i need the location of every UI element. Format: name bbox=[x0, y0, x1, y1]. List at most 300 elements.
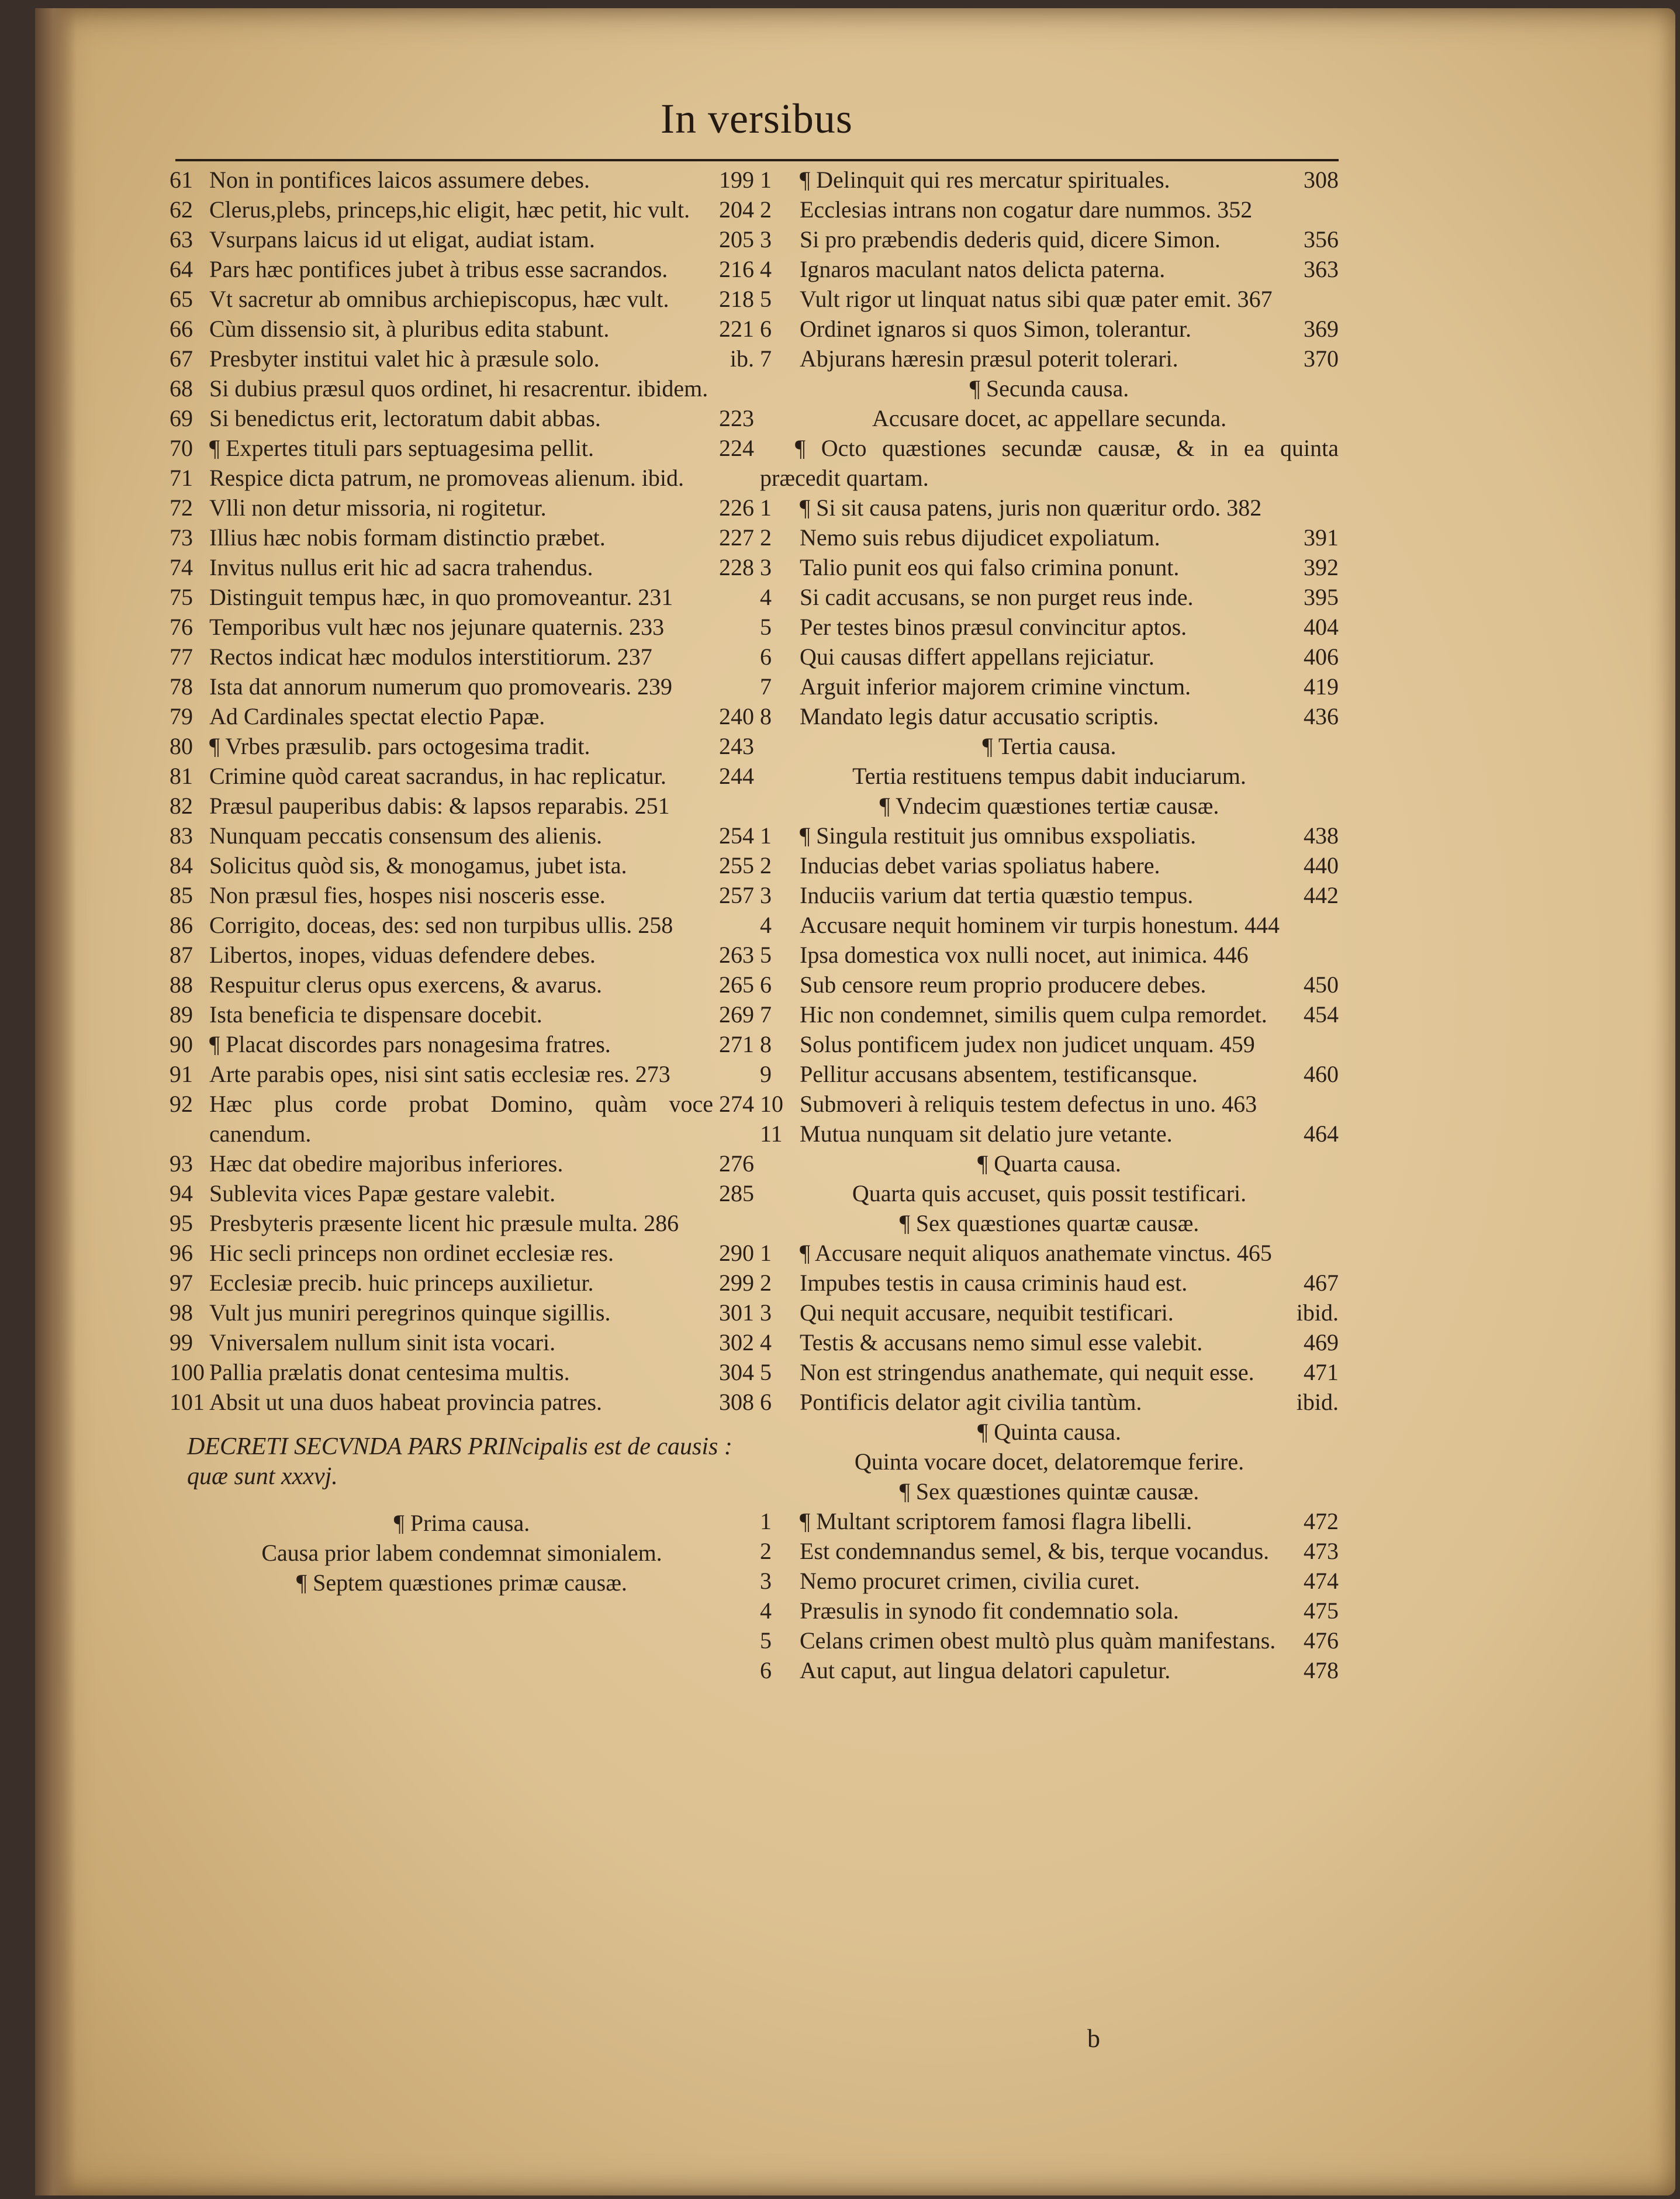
entry-verse: Vlli non detur missoria, ni rogitetur. bbox=[209, 495, 547, 521]
entry-page-ref: 471 bbox=[1304, 1359, 1339, 1385]
entry-verse: Corrigito, doceas, des: sed non turpibus ullis. 258 bbox=[209, 912, 673, 938]
entry-page-ref: 436 bbox=[1304, 703, 1339, 729]
entry-number: 3 bbox=[760, 226, 772, 253]
entry-page-ref: 204 bbox=[719, 196, 754, 223]
entry-text bbox=[760, 940, 1339, 970]
entry-page-ref: 301 bbox=[719, 1299, 754, 1326]
verse-entry bbox=[760, 1387, 1339, 1417]
tertia-title: ¶ Tertia causa. bbox=[982, 733, 1116, 759]
verse-entry bbox=[170, 821, 754, 850]
entry-text bbox=[760, 1238, 1339, 1268]
entry-verse: Vult rigor ut linquat natus sibi quæ pater emit. 367 bbox=[800, 286, 1273, 312]
entry-number: 5 bbox=[760, 614, 772, 640]
entry-text bbox=[760, 1596, 1339, 1626]
entry-verse: Vsurpans laicus id ut eligat, audiat istam. bbox=[209, 226, 595, 253]
verse-entry bbox=[170, 910, 754, 940]
entry-number: 7 bbox=[760, 1001, 772, 1028]
left-column bbox=[170, 165, 754, 1598]
entry-number: 69 bbox=[170, 405, 193, 431]
entry-text bbox=[170, 552, 754, 582]
entry-number: 6 bbox=[760, 1389, 772, 1415]
entry-verse: Ipsa domestica vox nulli nocet, aut inimica. 446 bbox=[800, 942, 1249, 968]
verse-entry bbox=[170, 195, 754, 224]
entry-text bbox=[760, 314, 1339, 344]
entry-text bbox=[760, 642, 1339, 672]
entry-verse: Qui causas differt appellans rejiciatur. bbox=[800, 644, 1154, 670]
entry-number: 6 bbox=[760, 316, 772, 342]
entry-text bbox=[760, 1119, 1339, 1149]
verse-entry bbox=[760, 1089, 1339, 1119]
entry-page-ref: 308 bbox=[719, 1389, 754, 1415]
entry-verse: Nunquam peccatis consensum des alienis. bbox=[209, 822, 603, 849]
entry-number: 4 bbox=[760, 912, 772, 938]
entry-verse: Præsulis in synodo fit condemnatio sola. bbox=[800, 1598, 1179, 1624]
entry-verse: Mutua nunquam sit delatio jure vetante. bbox=[800, 1121, 1173, 1147]
entry-text bbox=[760, 552, 1339, 582]
entry-text bbox=[170, 642, 754, 672]
verse-entry bbox=[170, 1298, 754, 1327]
entry-verse: Pellitur accusans absentem, testificansque. bbox=[800, 1061, 1198, 1087]
verse-entry bbox=[760, 552, 1339, 582]
entry-verse: Solicitus quòd sis, & monogamus, jubet ista. bbox=[209, 852, 627, 879]
entry-page-ref: 356 bbox=[1304, 226, 1339, 253]
verse-entry bbox=[760, 1298, 1339, 1327]
entry-page-ref: 244 bbox=[719, 763, 754, 789]
entry-verse: Rectos indicat hæc modulos interstitiorum. 237 bbox=[209, 644, 652, 670]
verse-entry bbox=[760, 672, 1339, 701]
entry-text bbox=[170, 672, 754, 701]
entry-page-ref: 440 bbox=[1304, 852, 1339, 879]
entry-verse: Illius hæc nobis formam distinctio præbet. bbox=[209, 524, 606, 551]
verse-entry bbox=[760, 701, 1339, 731]
entry-verse: Libertos, inopes, viduas defendere debes. bbox=[209, 942, 596, 968]
entry-verse: Impubes testis in causa criminis haud est. bbox=[800, 1270, 1188, 1296]
tertia-verse: Tertia restituens tempus dabit induciarum. bbox=[852, 763, 1246, 789]
entry-text bbox=[760, 701, 1339, 731]
verse-entry bbox=[760, 821, 1339, 850]
entry-verse: Sub censore reum proprio producere debes. bbox=[800, 971, 1207, 998]
tertia-verse-list bbox=[760, 821, 1339, 1149]
entry-text bbox=[760, 1536, 1339, 1566]
verse-entry bbox=[760, 284, 1339, 314]
entry-verse: Accusare nequit hominem vir turpis honestum. 444 bbox=[800, 912, 1280, 938]
entry-text bbox=[760, 1089, 1339, 1119]
verse-entry bbox=[170, 880, 754, 910]
entry-number: 75 bbox=[170, 584, 193, 610]
entry-number: 2 bbox=[760, 852, 772, 879]
verse-entry bbox=[170, 165, 754, 195]
entry-page-ref: ibid. bbox=[1296, 1389, 1339, 1415]
entry-verse: Pars hæc pontifices jubet à tribus esse sacrandos. bbox=[209, 256, 668, 282]
entry-page-ref: 302 bbox=[719, 1329, 754, 1356]
verse-entry bbox=[170, 284, 754, 314]
entry-page-ref: 304 bbox=[719, 1359, 754, 1385]
entry-number: 99 bbox=[170, 1329, 193, 1356]
entry-verse: Respice dicta patrum, ne promoveas alienum. ibid. bbox=[209, 465, 684, 491]
verse-entry bbox=[760, 254, 1339, 284]
entry-text bbox=[760, 1059, 1339, 1089]
entry-number: 1 bbox=[760, 1240, 772, 1266]
entry-page-ref: 454 bbox=[1304, 1001, 1339, 1028]
entry-page-ref: 473 bbox=[1304, 1538, 1339, 1564]
entry-text bbox=[760, 344, 1339, 374]
entry-verse: Præsul pauperibus dabis: & lapsos reparabis. 251 bbox=[209, 793, 670, 819]
entry-text bbox=[170, 284, 754, 314]
entry-page-ref: 370 bbox=[1304, 345, 1339, 372]
verse-entry bbox=[760, 195, 1339, 224]
entry-text bbox=[170, 1149, 754, 1178]
verse-entry bbox=[760, 523, 1339, 552]
entry-page-ref: 442 bbox=[1304, 882, 1339, 908]
prima-verse-list bbox=[760, 165, 1339, 374]
entry-page-ref: 226 bbox=[719, 495, 754, 521]
verse-entry bbox=[760, 1626, 1339, 1655]
entry-page-ref: ibid. bbox=[1296, 1299, 1339, 1326]
entry-page-ref: 257 bbox=[719, 882, 754, 908]
entry-text bbox=[170, 1000, 754, 1029]
entry-text bbox=[170, 821, 754, 850]
verse-entry bbox=[170, 1238, 754, 1268]
entry-number: 1 bbox=[760, 1508, 772, 1534]
verse-entry bbox=[170, 1357, 754, 1387]
entry-number: 70 bbox=[170, 435, 193, 461]
verse-entry bbox=[760, 1655, 1339, 1685]
entry-page-ref: 265 bbox=[719, 971, 754, 998]
entry-page-ref: 299 bbox=[719, 1270, 754, 1296]
entry-text bbox=[170, 314, 754, 344]
entry-verse: Ecclesias intrans non cogatur dare nummos. 352 bbox=[800, 196, 1253, 223]
entry-verse: Si cadit accusans, se non purget reus inde. bbox=[800, 584, 1194, 610]
entry-verse: Si pro præbendis dederis quid, dicere Simon. bbox=[800, 226, 1221, 253]
entry-page-ref: 218 bbox=[719, 286, 754, 312]
entry-number: 100 bbox=[170, 1359, 205, 1385]
quarta-title: ¶ Quarta causa. bbox=[977, 1150, 1121, 1177]
entry-verse: Ista beneficia te dispensare docebit. bbox=[209, 1001, 542, 1028]
entry-verse: Est condemnandus semel, & bis, terque vocandus. bbox=[800, 1538, 1270, 1564]
entry-text bbox=[760, 970, 1339, 1000]
entry-page-ref: 274 bbox=[719, 1091, 754, 1117]
entry-text bbox=[170, 1238, 754, 1268]
entry-verse: Non est stringendus anathemate, qui nequit esse. bbox=[800, 1359, 1254, 1385]
verse-entry bbox=[760, 1029, 1339, 1059]
entry-number: 4 bbox=[760, 584, 772, 610]
entry-number: 78 bbox=[170, 673, 193, 700]
entry-verse: Arguit inferior majorem crimine vinctum. bbox=[800, 673, 1191, 700]
entry-verse: Nemo procuret crimen, civilia curet. bbox=[800, 1568, 1140, 1594]
entry-verse: ¶ Accusare nequit aliquos anathemate vinctus. 465 bbox=[800, 1240, 1272, 1266]
quarta-verse-list bbox=[760, 1238, 1339, 1417]
entry-page-ref: 419 bbox=[1304, 673, 1339, 700]
entry-page-ref: 450 bbox=[1304, 971, 1339, 998]
verse-entry bbox=[760, 344, 1339, 374]
entry-text bbox=[760, 1566, 1339, 1596]
verse-entry bbox=[760, 850, 1339, 880]
entry-page-ref: 269 bbox=[719, 1001, 754, 1028]
left-verse-list bbox=[170, 165, 754, 1417]
entry-page-ref: 276 bbox=[719, 1150, 754, 1177]
entry-verse: ¶ Placat discordes pars nonagesima fratres. bbox=[209, 1031, 611, 1057]
verse-entry bbox=[760, 1357, 1339, 1387]
entry-number: 91 bbox=[170, 1061, 193, 1087]
entry-verse: Abjurans hæresin præsul poterit tolerari. bbox=[800, 345, 1178, 372]
entry-number: 73 bbox=[170, 524, 193, 551]
entry-verse: ¶ Singula restituit jus omnibus exspoliatis. bbox=[800, 822, 1197, 849]
verse-entry bbox=[170, 970, 754, 1000]
entry-text bbox=[760, 1357, 1339, 1387]
verse-entry bbox=[170, 224, 754, 254]
entry-page-ref: 271 bbox=[719, 1031, 754, 1057]
entry-number: 85 bbox=[170, 882, 193, 908]
entry-number: 76 bbox=[170, 614, 193, 640]
verse-entry bbox=[760, 582, 1339, 612]
entry-number: 6 bbox=[760, 644, 772, 670]
verse-entry bbox=[170, 374, 754, 403]
entry-verse: Solus pontificem judex non judicet unquam. 459 bbox=[800, 1031, 1255, 1057]
entry-page-ref: 285 bbox=[719, 1180, 754, 1206]
entry-text bbox=[760, 195, 1339, 224]
tertia-questions: ¶ Vndecim quæstiones tertiæ causæ. bbox=[879, 793, 1219, 819]
entry-text bbox=[170, 1327, 754, 1357]
entry-text bbox=[760, 1298, 1339, 1327]
entry-text bbox=[170, 791, 754, 821]
entry-page-ref: 255 bbox=[719, 852, 754, 879]
entry-page-ref: 467 bbox=[1304, 1270, 1339, 1296]
verse-entry bbox=[170, 1089, 754, 1149]
verse-entry bbox=[170, 463, 754, 493]
entry-number: 2 bbox=[760, 524, 772, 551]
entry-number: 88 bbox=[170, 971, 193, 998]
entry-page-ref: 199 bbox=[719, 167, 754, 193]
entry-verse: Hæc plus corde probat Domino, quàm voce canendum. bbox=[209, 1091, 713, 1147]
entry-page-ref: 221 bbox=[719, 316, 754, 342]
entry-number: 77 bbox=[170, 644, 193, 670]
verse-entry bbox=[170, 1029, 754, 1059]
page-gutter-edge bbox=[35, 8, 76, 2195]
entry-text bbox=[760, 254, 1339, 284]
entry-number: 5 bbox=[760, 1359, 772, 1385]
entry-page-ref: 392 bbox=[1304, 554, 1339, 580]
entry-page-ref: 404 bbox=[1304, 614, 1339, 640]
entry-verse: ¶ Delinquit qui res mercatur spirituales. bbox=[800, 167, 1170, 193]
entry-number: 65 bbox=[170, 286, 193, 312]
entry-number: 97 bbox=[170, 1270, 193, 1296]
entry-number: 84 bbox=[170, 852, 193, 879]
entry-text bbox=[170, 1387, 754, 1417]
verse-entry bbox=[170, 582, 754, 612]
causa-title: ¶ Prima causa. bbox=[393, 1510, 530, 1536]
verse-entry bbox=[170, 344, 754, 374]
entry-number: 5 bbox=[760, 1627, 772, 1654]
entry-verse: Distinguit tempus hæc, in quo promoveantur. 231 bbox=[209, 584, 673, 610]
entry-number: 66 bbox=[170, 316, 193, 342]
part-heading: DECRETI SECVNDA PARS PRINcipalis est de causis : quæ sunt xxxvj. bbox=[187, 1433, 732, 1490]
entry-verse: Talio punit eos qui falso crimina ponunt. bbox=[800, 554, 1180, 580]
entry-page-ref: 228 bbox=[719, 554, 754, 580]
entry-number: 87 bbox=[170, 942, 193, 968]
entry-page-ref: 223 bbox=[719, 405, 754, 431]
entry-text bbox=[760, 1506, 1339, 1536]
entry-number: 80 bbox=[170, 733, 193, 759]
verse-entry bbox=[170, 731, 754, 761]
entry-number: 93 bbox=[170, 1150, 193, 1177]
entry-text bbox=[170, 731, 754, 761]
entry-text bbox=[170, 493, 754, 523]
entry-number: 4 bbox=[760, 1598, 772, 1624]
entry-verse: Si dubius præsul quos ordinet, hi resacrentur. ibidem. bbox=[209, 375, 708, 402]
entry-verse: Induciis varium dat tertia quæstio tempus. bbox=[800, 882, 1194, 908]
entry-verse: Non in pontifices laicos assumere debes. bbox=[209, 167, 590, 193]
verse-entry bbox=[170, 761, 754, 791]
entry-number: 1 bbox=[760, 822, 772, 849]
entry-number: 3 bbox=[760, 1568, 772, 1594]
quinta-questions: ¶ Sex quæstiones quintæ causæ. bbox=[899, 1478, 1199, 1505]
entry-number: 8 bbox=[760, 703, 772, 729]
entry-text bbox=[760, 224, 1339, 254]
entry-text bbox=[170, 761, 754, 791]
entry-verse: ¶ Multant scriptorem famosi flagra libelli. bbox=[800, 1508, 1192, 1534]
entry-page-ref: 475 bbox=[1304, 1598, 1339, 1624]
entry-verse: Respuitur clerus opus exercens, & avarus. bbox=[209, 971, 603, 998]
verse-entry bbox=[760, 612, 1339, 642]
entry-page-ref: 363 bbox=[1304, 256, 1339, 282]
entry-verse: Pontificis delator agit civilia tantùm. bbox=[800, 1389, 1142, 1415]
running-head: In versibus bbox=[661, 95, 853, 142]
verse-entry bbox=[170, 701, 754, 731]
entry-verse: ¶ Expertes tituli pars septuagesima pellit. bbox=[209, 435, 594, 461]
entry-verse: Presbyteris præsente licent hic præsule multa. 286 bbox=[209, 1210, 679, 1236]
entry-number: 2 bbox=[760, 1538, 772, 1564]
entry-number: 83 bbox=[170, 822, 193, 849]
verse-entry bbox=[170, 940, 754, 970]
entry-text bbox=[170, 1178, 754, 1208]
entry-verse: Presbyter institui valet hic à præsule solo. bbox=[209, 345, 600, 372]
entry-text bbox=[170, 582, 754, 612]
entry-verse: Pallia prælatis donat centesima multis. bbox=[209, 1359, 570, 1385]
entry-text bbox=[170, 224, 754, 254]
entry-text bbox=[760, 493, 1339, 523]
entry-text bbox=[170, 344, 754, 374]
entry-text bbox=[170, 254, 754, 284]
entry-text bbox=[170, 701, 754, 731]
entry-page-ref: 224 bbox=[719, 435, 754, 461]
entry-text bbox=[760, 1268, 1339, 1298]
quarta-questions: ¶ Sex quæstiones quartæ causæ. bbox=[899, 1210, 1199, 1236]
entry-number: 6 bbox=[760, 1657, 772, 1683]
entry-text bbox=[170, 165, 754, 195]
entry-page-ref: 469 bbox=[1304, 1329, 1339, 1356]
verse-entry bbox=[170, 552, 754, 582]
entry-number: 74 bbox=[170, 554, 193, 580]
verse-entry bbox=[170, 1327, 754, 1357]
entry-number: 4 bbox=[760, 1329, 772, 1356]
verse-entry bbox=[760, 1536, 1339, 1566]
entry-number: 1 bbox=[760, 167, 772, 193]
entry-verse: Ordinet ignaros si quos Simon, tolerantur. bbox=[800, 316, 1191, 342]
entry-verse: Arte parabis opes, nisi sint satis ecclesiæ res. 273 bbox=[209, 1061, 670, 1087]
signature-mark: b bbox=[1087, 2024, 1100, 2053]
verse-entry bbox=[170, 1059, 754, 1089]
verse-entry bbox=[760, 910, 1339, 940]
verse-entry bbox=[170, 493, 754, 523]
verse-entry bbox=[760, 970, 1339, 1000]
entry-page-ref: 464 bbox=[1304, 1121, 1339, 1147]
entry-verse: Ignaros maculant natos delicta paterna. bbox=[800, 256, 1166, 282]
entry-number: 2 bbox=[760, 1270, 772, 1296]
entry-number: 95 bbox=[170, 1210, 193, 1236]
entry-number: 86 bbox=[170, 912, 193, 938]
secunda-verse: Accusare docet, ac appellare secunda. bbox=[872, 405, 1227, 431]
entry-verse: Crimine quòd careat sacrandus, in hac replicatur. bbox=[209, 763, 666, 789]
entry-page-ref: 478 bbox=[1304, 1657, 1339, 1683]
entry-number: 4 bbox=[760, 256, 772, 282]
verse-entry bbox=[760, 1566, 1339, 1596]
entry-page-ref: 254 bbox=[719, 822, 754, 849]
verse-entry bbox=[760, 165, 1339, 195]
entry-number: 90 bbox=[170, 1031, 193, 1057]
entry-number: 3 bbox=[760, 1299, 772, 1326]
entry-number: 61 bbox=[170, 167, 193, 193]
entry-page-ref: 476 bbox=[1304, 1627, 1339, 1654]
entry-text bbox=[170, 463, 754, 493]
entry-text bbox=[170, 850, 754, 880]
entry-text bbox=[170, 1298, 754, 1327]
entry-verse: Ecclesiæ precib. huic princeps auxilietur. bbox=[209, 1270, 594, 1296]
entry-verse: Cùm dissensio sit, à pluribus edita stabunt. bbox=[209, 316, 610, 342]
entry-verse: ¶ Si sit causa patens, juris non quæritur ordo. 382 bbox=[800, 495, 1262, 521]
entry-verse: Celans crimen obest multò plus quàm manifestans. bbox=[800, 1627, 1276, 1654]
entry-number: 7 bbox=[760, 345, 772, 372]
entry-number: 1 bbox=[760, 495, 772, 521]
entry-verse: Vult jus muniri peregrinos quinque sigillis. bbox=[209, 1299, 611, 1326]
entry-number: 96 bbox=[170, 1240, 193, 1266]
quarta-verse: Quarta quis accuset, quis possit testificari. bbox=[852, 1180, 1247, 1206]
entry-page-ref: 391 bbox=[1304, 524, 1339, 551]
verse-entry bbox=[170, 850, 754, 880]
entry-text bbox=[760, 1000, 1339, 1029]
verse-entry bbox=[760, 493, 1339, 523]
entry-page-ref: 395 bbox=[1304, 584, 1339, 610]
verse-entry bbox=[170, 523, 754, 552]
causa-verse: Causa prior labem condemnat simonialem. bbox=[261, 1540, 662, 1566]
entry-text bbox=[760, 1327, 1339, 1357]
entry-text bbox=[760, 672, 1339, 701]
entry-number: 94 bbox=[170, 1180, 193, 1206]
entry-verse: Ista dat annorum numerum quo promovearis. 239 bbox=[209, 673, 673, 700]
causa-questions: ¶ Septem quæstiones primæ causæ. bbox=[296, 1569, 627, 1596]
verse-entry bbox=[170, 1178, 754, 1208]
entry-number: 8 bbox=[760, 1031, 772, 1057]
verse-entry bbox=[760, 1596, 1339, 1626]
entry-text bbox=[760, 1029, 1339, 1059]
entry-text bbox=[170, 1268, 754, 1298]
verse-entry bbox=[760, 642, 1339, 672]
entry-number: 10 bbox=[760, 1091, 783, 1117]
entry-page-ref: 472 bbox=[1304, 1508, 1339, 1534]
entry-text bbox=[760, 880, 1339, 910]
entry-text bbox=[170, 1357, 754, 1387]
entry-text bbox=[760, 582, 1339, 612]
entry-verse: Submoveri à reliquis testem defectus in uno. 463 bbox=[800, 1091, 1257, 1117]
entry-verse: ¶ Vrbes præsulib. pars octogesima tradit. bbox=[209, 733, 590, 759]
entry-text bbox=[760, 1626, 1339, 1655]
entry-verse: Temporibus vult hæc nos jejunare quaternis. 233 bbox=[209, 614, 665, 640]
entry-number: 63 bbox=[170, 226, 193, 253]
secunda-questions: ¶ Octo quæstiones secundæ causæ, & in ea quinta præcedit quartam. bbox=[760, 435, 1339, 491]
entry-verse: Ad Cardinales spectat electio Papæ. bbox=[209, 703, 545, 729]
entry-verse: Hic secli princeps non ordinet ecclesiæ res. bbox=[209, 1240, 614, 1266]
entry-text bbox=[760, 821, 1339, 850]
entry-text bbox=[760, 1655, 1339, 1685]
